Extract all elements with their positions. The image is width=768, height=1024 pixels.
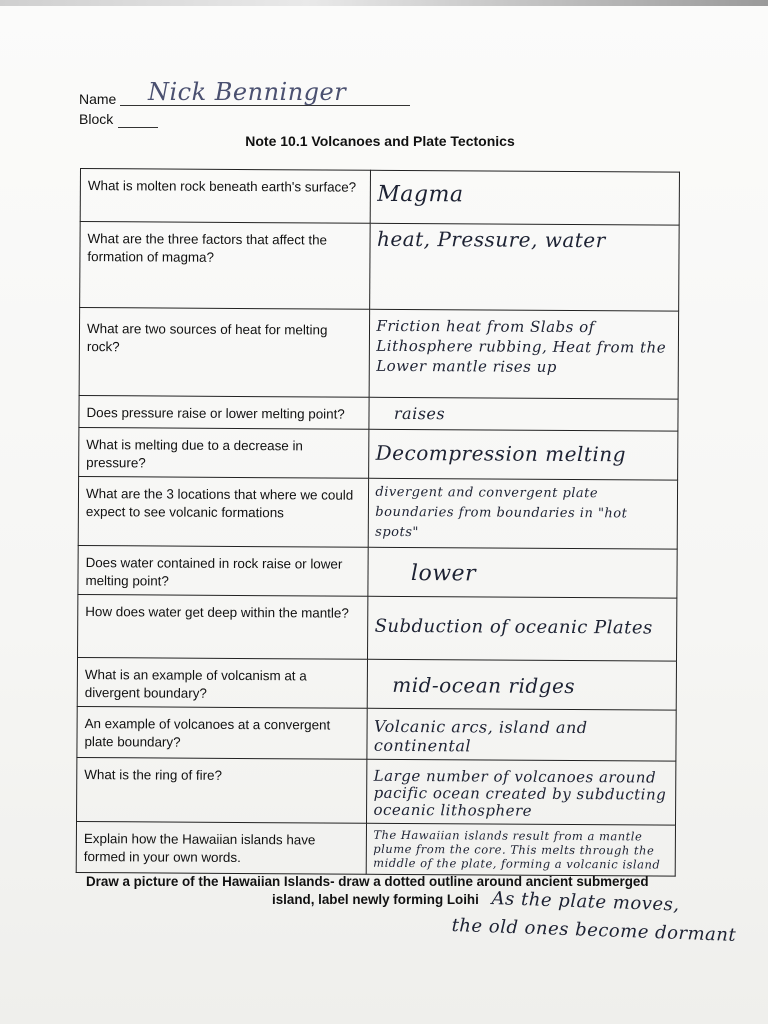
answer-cell (367, 823, 676, 876)
table-row (79, 427, 678, 480)
question-cell: What is molten rock beneath earth's surface? (80, 169, 371, 224)
question-cell: What are the 3 locations that where we could expect to see volcanic formations (78, 476, 369, 547)
paper-top-edge (0, 0, 768, 6)
answer-cell (367, 708, 676, 761)
name-value: Nick Benninger (148, 78, 347, 106)
answer-cell (369, 429, 678, 480)
question-cell: Does water contained in rock raise or lower melting point? (78, 545, 369, 596)
answer-cell (369, 478, 678, 549)
block-underline (118, 127, 158, 128)
question-cell: What is melting due to a decrease in pressure? (79, 427, 370, 478)
answer-text: raises (393, 403, 446, 424)
question-cell: How does water get deep within the mantle? (78, 594, 369, 659)
answer-text: Subduction of oceanic Plates (374, 615, 653, 639)
answer-text: Volcanic arcs, island and continental (373, 716, 588, 756)
table-row (78, 476, 677, 549)
answer-cell (370, 223, 679, 311)
table-row (78, 594, 677, 661)
answer-text: Large number of volcanoes around pacific ocean created by subducting oceanic lithosphere (373, 766, 667, 820)
question-cell: What are the three factors that affect the formation of magma? (80, 222, 371, 310)
answer-text: mid-ocean ridges (392, 672, 576, 699)
answer-cell (368, 596, 677, 661)
answer-cell (370, 309, 679, 399)
question-cell: What are two sources of heat for melting rock? (79, 308, 370, 398)
answer-cell (368, 659, 677, 710)
handwritten-continuation-1: As the plate moves, (491, 888, 680, 916)
drawing-instruction-line-1: Draw a picture of the Hawaiian Islands- draw a dotted outline around ancient submerged (86, 874, 649, 889)
answer-cell (371, 170, 680, 225)
handwritten-continuation-2: the old ones become dormant (451, 915, 737, 946)
table-row (78, 545, 677, 598)
drawing-instruction-line-2: island, label newly forming Loihi (272, 892, 479, 907)
table-row (77, 706, 676, 761)
question-cell: What is the ring of fire? (77, 757, 368, 823)
table-row (80, 222, 680, 312)
answer-text: lower (410, 561, 477, 587)
table-row (77, 757, 676, 825)
question-cell: Explain how the Hawaiian islands have formed in your own words. (76, 821, 367, 874)
table-row (80, 169, 679, 226)
answer-cell (367, 759, 676, 825)
question-cell: What is an example of volcanism at a divergent boundary? (77, 657, 368, 708)
page-title: Note 10.1 Volcanoes and Plate Tectonics (245, 133, 515, 149)
table-row (79, 308, 679, 400)
question-cell: An example of volcanoes at a convergent plate boundary? (77, 706, 368, 759)
answer-text: Magma (377, 181, 464, 208)
answer-text: Decompression melting (375, 440, 627, 467)
block-label: Block (79, 111, 114, 127)
answer-text: heat, Pressure, water (376, 226, 606, 253)
answer-text: The Hawaiian islands result from a mantle plume from the core. This melts through the middle of the plate, forming a volcanic island (373, 827, 661, 872)
table-row (77, 657, 676, 710)
answer-text: Friction heat from Slabs of Lithosphere rubbing, Heat from the Lower mantle rises up (376, 316, 667, 376)
question-cell: Does pressure raise or lower melting point? (79, 395, 370, 429)
table-row (79, 395, 678, 431)
answer-cell (369, 397, 678, 431)
name-label: Name (79, 91, 117, 107)
answer-text: divergent and convergent plate boundaries from boundaries in "hot spots" (375, 484, 628, 541)
question-table (76, 168, 680, 877)
answer-cell (368, 547, 677, 598)
table-row (76, 821, 675, 876)
